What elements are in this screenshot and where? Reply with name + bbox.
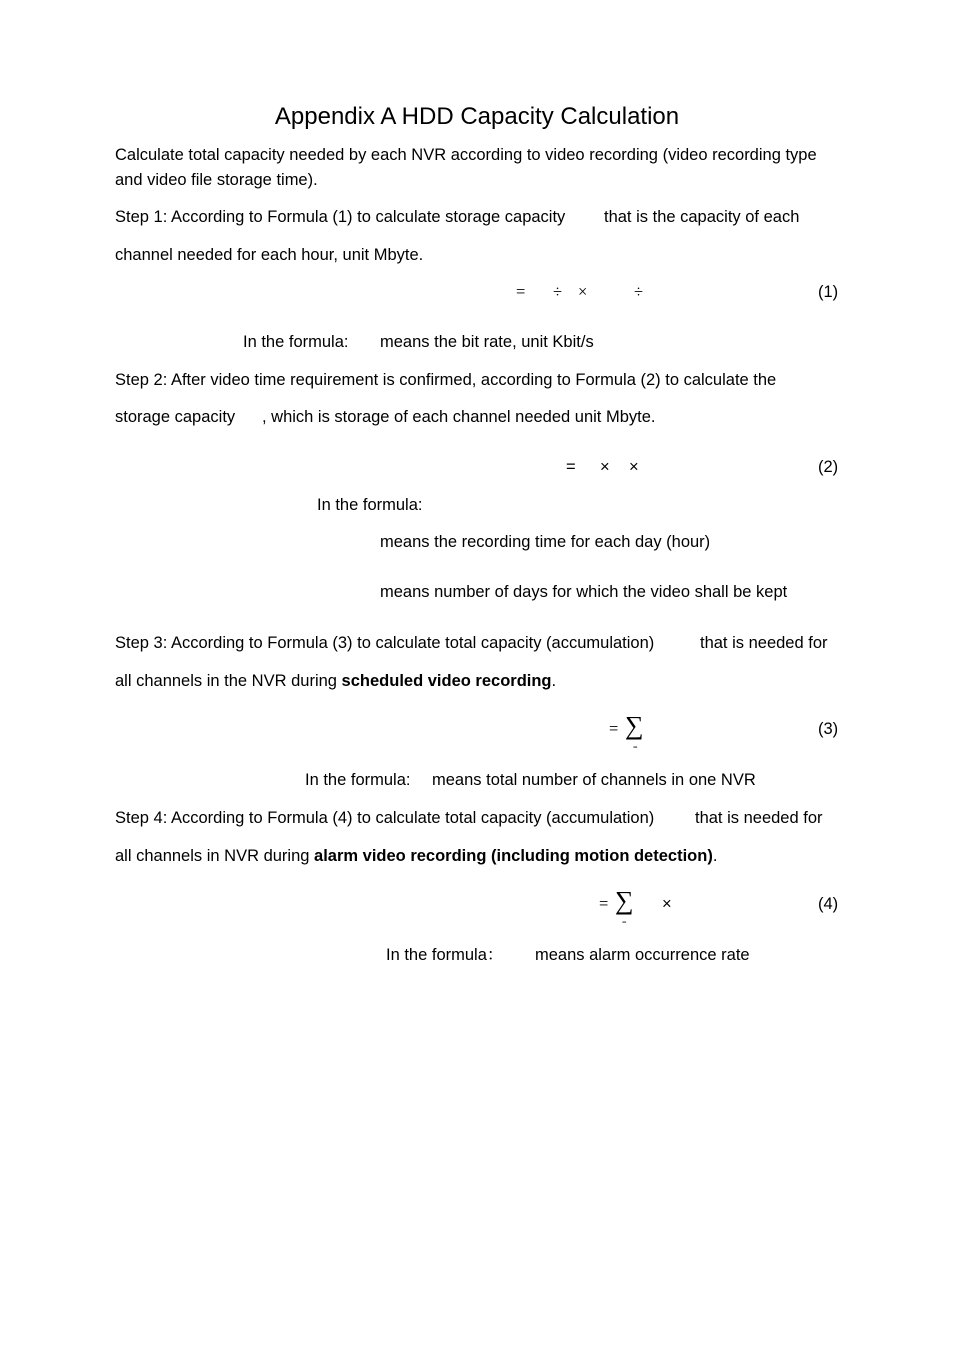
step3-note-text: means total number of channels in one NVR bbox=[432, 771, 756, 789]
formula-1-multiply: × bbox=[578, 282, 588, 301]
step3-note-prefix: In the formula: bbox=[305, 771, 411, 789]
formula-3-equals: = bbox=[609, 719, 619, 738]
step4-line-2-bold: alarm video recording (including motion detection) bbox=[314, 847, 713, 865]
step1-note-text: means the bit rate, unit Kbit/s bbox=[380, 333, 594, 351]
formula-2-equals: = bbox=[566, 458, 576, 476]
formula-1-divide-2: ÷ bbox=[634, 282, 644, 301]
step1-line-1b: that is the capacity of each bbox=[604, 208, 800, 226]
page-title: Appendix A HDD Capacity Calculation bbox=[274, 103, 680, 130]
formula-2-multiply-1: × bbox=[600, 458, 610, 476]
formula-4-number: (4) bbox=[818, 895, 839, 913]
formula-4-equals: = bbox=[599, 894, 609, 913]
step1-line-2: channel needed for each hour, unit Mbyte. bbox=[115, 246, 424, 264]
formula-1-equals: = bbox=[516, 282, 526, 301]
formula-2-number: (2) bbox=[818, 458, 839, 476]
step4-line-2 bbox=[115, 848, 717, 865]
step2-note-1: means the recording time for each day (hour) bbox=[380, 533, 711, 551]
step3-line-2 bbox=[115, 673, 556, 690]
step3-line-2-bold: scheduled video recording bbox=[341, 672, 552, 690]
step2-line-1: Step 2: After video time requirement is confirmed, according to Formula (2) to calculate the bbox=[115, 371, 777, 389]
step4-note-text: means alarm occurrence rate bbox=[535, 946, 750, 964]
formula-1-divide-1: ÷ bbox=[553, 282, 563, 301]
intro-line-2: and video file storage time). bbox=[115, 171, 318, 189]
step4-line-2-suffix: . bbox=[712, 847, 718, 865]
step4-line-2-prefix: all channels in NVR during bbox=[115, 847, 315, 865]
formula-3-subscript: = bbox=[633, 743, 638, 752]
step2-note-prefix: In the formula: bbox=[317, 496, 423, 514]
formula-4-subscript: = bbox=[622, 918, 627, 927]
formula-3-number: (3) bbox=[818, 720, 839, 738]
step1-line-1a: Step 1: According to Formula (1) to calculate storage capacity bbox=[115, 208, 566, 226]
step1-note-prefix: In the formula: bbox=[243, 333, 349, 351]
step2-line-2b: , which is storage of each channel needed unit Mbyte. bbox=[262, 408, 656, 426]
formula-3-sigma: ∑ bbox=[625, 711, 644, 740]
step4-note-prefix: In the formula： bbox=[386, 946, 504, 964]
intro-line-1: Calculate total capacity needed by each NVR according to video recording (video recording type bbox=[115, 146, 817, 164]
formula-1-number: (1) bbox=[818, 283, 839, 301]
step2-note-2: means number of days for which the video shall be kept bbox=[380, 583, 788, 601]
step3-line-1b: that is needed for bbox=[700, 634, 828, 652]
step3-line-1a: Step 3: According to Formula (3) to calculate total capacity (accumulation) bbox=[115, 634, 655, 652]
step3-line-2-prefix: all channels in the NVR during bbox=[115, 672, 342, 690]
formula-4-sigma: ∑ bbox=[615, 886, 634, 915]
formula-2-multiply-2: × bbox=[629, 458, 639, 476]
step4-line-1a: Step 4: According to Formula (4) to calculate total capacity (accumulation) bbox=[115, 809, 655, 827]
step2-line-2a: storage capacity bbox=[115, 408, 236, 426]
step3-line-2-suffix: . bbox=[551, 672, 557, 690]
step4-line-1b: that is needed for bbox=[695, 809, 823, 827]
formula-4-multiply: × bbox=[662, 895, 672, 913]
